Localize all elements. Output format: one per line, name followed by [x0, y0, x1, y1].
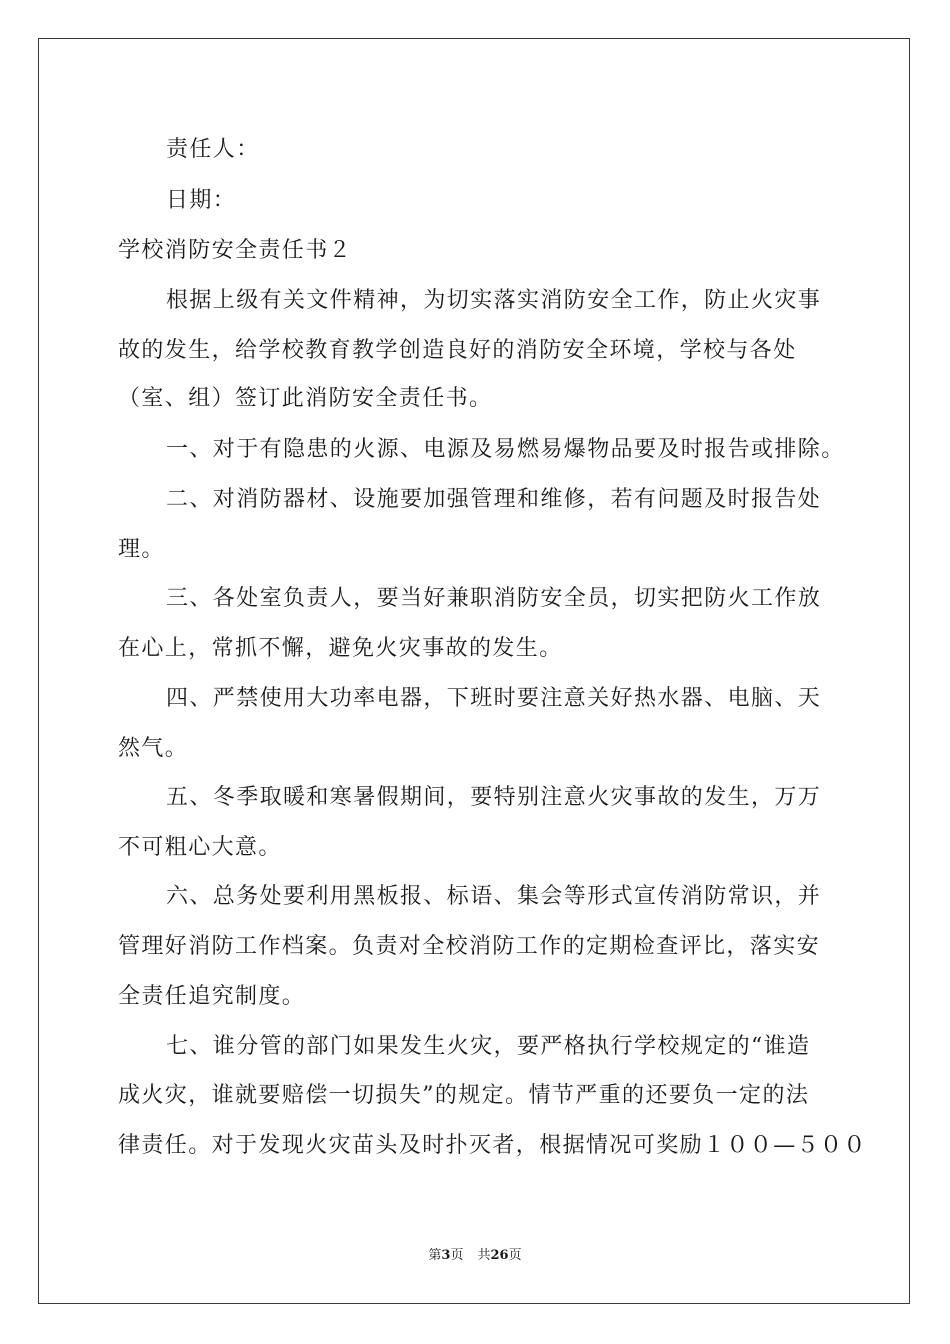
footer-total-pages: 26 [490, 1248, 509, 1263]
paragraph-line: 二、对消防器材、设施要加强管理和维修，若有问题及时报告处 [166, 487, 822, 512]
paragraph-line: 六、总务处要利用黑板报、标语、集会等形式宣传消防常识，并 [166, 884, 822, 909]
paragraph-line: 然气。 [118, 736, 189, 761]
paragraph-line: 理。 [118, 537, 165, 562]
page-border [38, 38, 910, 1304]
paragraph-line: 七、谁分管的部门如果发生火灾，要严格执行学校规定的“谁造 [166, 1034, 811, 1059]
footer-page-number: 3 [441, 1248, 451, 1263]
paragraph-line: 全责任追究制度。 [118, 984, 306, 1009]
section-heading: 学校消防安全责任书２ [118, 238, 353, 263]
footer-prefix: 第 [428, 1248, 442, 1263]
paragraph-line: 管理好消防工作档案。负责对全校消防工作的定期检查评比，落实安 [118, 934, 821, 959]
paragraph-line: 故的发生，给学校教育教学创造良好的消防安全环境，学校与各处 [118, 338, 797, 363]
page-footer [0, 1247, 950, 1265]
paragraph-line: 成火灾，谁就要赔偿一切损失”的规定。情节严重的还要负一定的法 [118, 1083, 810, 1108]
paragraph-line: 在心上，常抓不懈，避免火灾事故的发生。 [118, 636, 563, 661]
footer-total-suffix: 页 [508, 1248, 522, 1263]
paragraph-line: 三、各处室负责人，要当好兼职消防安全员，切实把防火工作放 [166, 586, 822, 611]
paragraph-line: 五、冬季取暖和寒暑假期间，要特别注意火灾事故的发生，万万 [166, 785, 822, 810]
footer-page-suffix: 页 [450, 1248, 464, 1263]
paragraph-line: 根据上级有关文件精神，为切实落实消防安全工作，防止火灾事 [166, 288, 822, 313]
text-line-responsible-person: 责任人： [166, 137, 260, 162]
paragraph-line: 一、对于有隐患的火源、电源及易燃易爆物品要及时报告或排除。 [166, 437, 845, 462]
paragraph-line: 不可粗心大意。 [118, 835, 282, 860]
footer-total-prefix: 共 [477, 1248, 491, 1263]
paragraph-line: （室、组）签订此消防安全责任书。 [118, 386, 493, 411]
paragraph-line: 四、严禁使用大功率电器，下班时要注意关好热水器、电脑、天 [166, 686, 822, 711]
paragraph-line: 律责任。对于发现火灾苗头及时扑灭者，根据情况可奖励１００—５００ [118, 1133, 867, 1158]
text-line-date: 日期： [166, 188, 237, 213]
